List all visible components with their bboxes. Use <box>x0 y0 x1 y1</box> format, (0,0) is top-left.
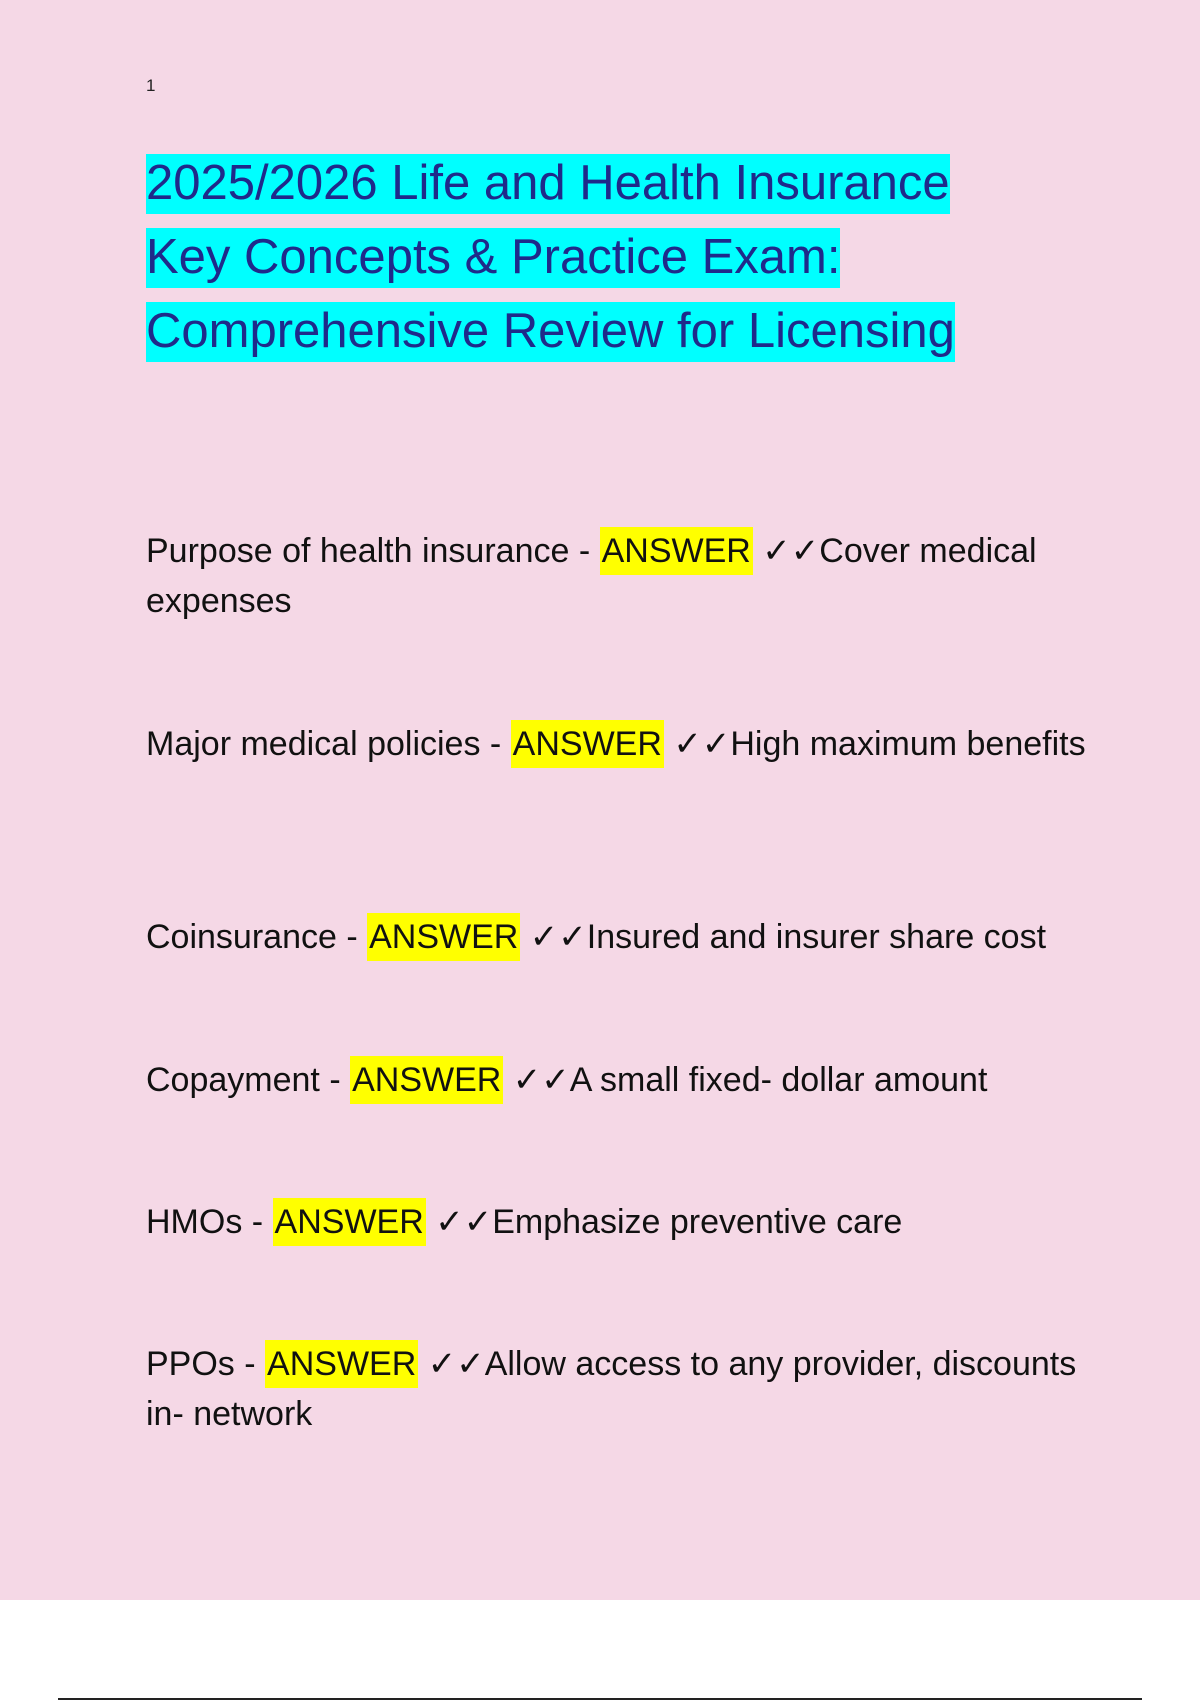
question-text: Coinsurance - <box>146 918 368 956</box>
answer-text: High maximum benefits <box>730 725 1086 763</box>
answer-text: A small fixed- dollar amount <box>569 1061 988 1099</box>
qa-item-3 <box>146 912 1096 962</box>
check-marks-icon: ✓✓ <box>427 1345 485 1383</box>
answer-highlight: ANSWER <box>273 1198 426 1246</box>
question-text: HMOs - <box>146 1203 273 1241</box>
answer-highlight: ANSWER <box>367 913 520 961</box>
title-line-3: Comprehensive Review for Licensing <box>146 302 955 362</box>
question-text: Purpose of health insurance - <box>146 532 600 570</box>
qa-item-6 <box>146 1339 1096 1439</box>
document-title <box>146 146 1046 368</box>
qa-item-4 <box>146 1055 1096 1105</box>
answer-text: Cover medical expenses <box>146 532 1037 620</box>
title-line-1: 2025/2026 Life and Health Insurance <box>146 154 950 214</box>
check-marks-icon: ✓✓ <box>673 725 731 763</box>
qa-item-1 <box>146 526 1096 626</box>
question-text: PPOs - <box>146 1345 266 1383</box>
check-marks-icon: ✓✓ <box>512 1061 570 1099</box>
answer-text: Allow access to any provider, discounts in- network <box>146 1345 1077 1433</box>
title-line-2: Key Concepts & Practice Exam: <box>146 228 840 288</box>
check-marks-icon: ✓✓ <box>762 532 820 570</box>
answer-highlight: ANSWER <box>600 527 753 575</box>
answer-highlight: ANSWER <box>511 720 664 768</box>
qa-item-5 <box>146 1197 1096 1247</box>
answer-highlight: ANSWER <box>350 1056 503 1104</box>
question-text: Major medical policies - <box>146 725 511 763</box>
answer-highlight: ANSWER <box>265 1340 418 1388</box>
check-marks-icon: ✓✓ <box>435 1203 493 1241</box>
page-number: 1 <box>146 76 156 95</box>
qa-item-2 <box>146 719 1096 769</box>
question-text: Copayment - <box>146 1061 351 1099</box>
check-marks-icon: ✓✓ <box>529 918 587 956</box>
answer-text: Emphasize preventive care <box>492 1203 903 1241</box>
answer-text: Insured and insurer share cost <box>586 918 1047 956</box>
